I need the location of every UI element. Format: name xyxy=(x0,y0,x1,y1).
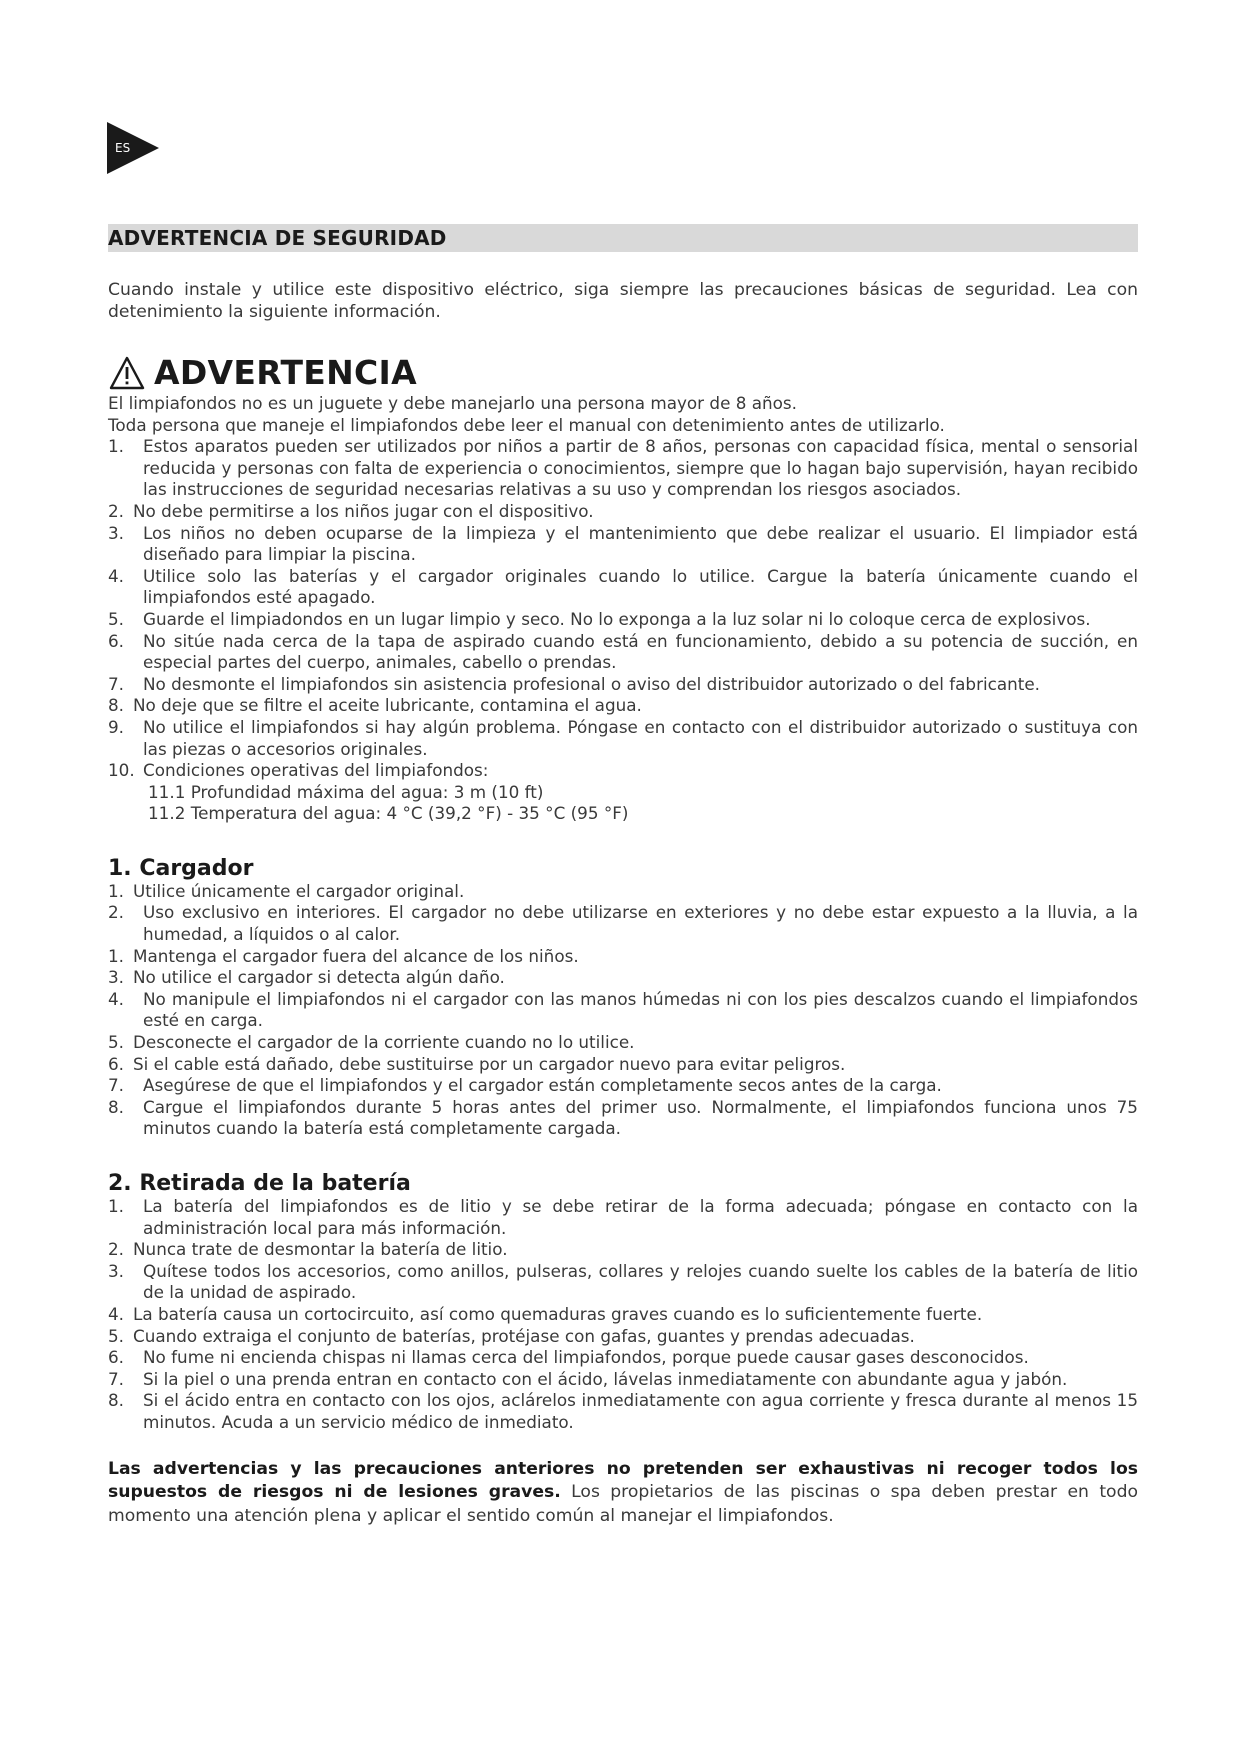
list-item xyxy=(108,1390,1138,1433)
item-text: Asegúrese de que el limpiafondos y el cargador están completamente secos antes de la carga. xyxy=(143,1075,942,1096)
item-number: 2. xyxy=(108,500,125,521)
item-text: Quítese todos los accesorios, como anillos, pulseras, collares y relojes cuando suelte los cables de la batería de litio de la unidad de aspirado. xyxy=(143,1260,1138,1303)
list-item xyxy=(108,1347,1138,1369)
sub-item: 11.2 Temperatura del agua: 4 °C (39,2 °F) - 35 °C (95 °F) xyxy=(148,803,629,824)
item-text: Guarde el limpiadondos en un lugar limpio y seco. No lo exponga a la luz solar ni lo coloque cerca de explosivos. xyxy=(143,608,1091,629)
item-text: Utilice únicamente el cargador original. xyxy=(133,880,465,901)
item-number: 8. xyxy=(108,1096,125,1117)
item-text: Cuando extraiga el conjunto de baterías, protéjase con gafas, guantes y prendas adecuadas. xyxy=(133,1325,915,1346)
item-number: 6. xyxy=(108,1347,125,1368)
item-text: Si el cable está dañado, debe sustituirse por un cargador nuevo para evitar peligros. xyxy=(133,1053,846,1074)
item-text: No utilice el cargador si detecta algún daño. xyxy=(133,967,505,988)
list-item xyxy=(108,1261,1138,1304)
warning-heading xyxy=(108,353,1138,393)
warning-line: El limpiafondos no es un juguete y debe manejarlo una persona mayor de 8 años. xyxy=(108,393,797,413)
warning-triangle-icon xyxy=(108,355,146,391)
list-item xyxy=(108,1097,1138,1140)
item-number: 6. xyxy=(108,630,125,651)
item-number: 5. xyxy=(108,1325,125,1346)
document-page xyxy=(108,224,1138,1528)
closing-normal-text: Los propietarios de las piscinas o spa deben prestar en todo momento una atención plena y aplicar el sentido común al manejar el limpiafondos. xyxy=(108,1482,1138,1526)
list-item xyxy=(108,1054,1138,1076)
item-number: 2. xyxy=(108,902,125,923)
item-number: 1. xyxy=(108,945,125,966)
warning-line: Toda persona que maneje el limpiafondos debe leer el manual con detenimiento antes de utilizarlo. xyxy=(108,414,945,435)
item-number: 5. xyxy=(108,608,125,629)
item-number: 10. xyxy=(108,760,135,781)
list-item xyxy=(108,760,1138,782)
item-text: Condiciones operativas del limpiafondos: xyxy=(143,760,489,781)
item-text: Si la piel o una prenda entran en contacto con el ácido, lávelas inmediatamente con abundante agua y jabón. xyxy=(143,1368,1068,1389)
item-number: 4. xyxy=(108,565,125,586)
warning-title: ADVERTENCIA xyxy=(154,353,417,392)
item-text: No desmonte el limpiafondos sin asistencia profesional o aviso del distribuidor autorizado o del fabricante. xyxy=(143,673,1041,694)
list-item xyxy=(108,989,1138,1032)
item-number: 4. xyxy=(108,988,125,1009)
item-number: 8. xyxy=(108,1390,125,1411)
list-item xyxy=(108,946,1138,968)
item-text: No deje que se filtre el aceite lubricante, contamina el agua. xyxy=(133,695,642,716)
item-number: 5. xyxy=(108,1032,125,1053)
item-text: No fume ni encienda chispas ni llamas cerca del limpiafondos, porque puede causar gases desconocidos. xyxy=(143,1347,1029,1368)
list-item xyxy=(108,501,1138,523)
list-item xyxy=(108,1369,1138,1391)
item-text: Uso exclusivo en interiores. El cargador no debe utilizarse en exteriores y no debe estar expuesto a la lluvia, a la humedad, a líquidos o al calor. xyxy=(143,902,1138,945)
item-text: Desconecte el cargador de la corriente cuando no lo utilice. xyxy=(133,1032,635,1053)
item-text: Mantenga el cargador fuera del alcance de los niños. xyxy=(133,945,579,966)
item-text: Los niños no deben ocuparse de la limpieza y el mantenimiento que debe realizar el usuario. El limpiador está diseñado para limpiar la piscina. xyxy=(143,522,1138,565)
charger-list xyxy=(108,881,1138,1140)
list-item xyxy=(108,1075,1138,1097)
list-item xyxy=(108,1326,1138,1348)
battery-list xyxy=(108,1196,1138,1434)
item-number: 3. xyxy=(108,1260,125,1281)
list-item xyxy=(108,1239,1138,1261)
list-item xyxy=(108,631,1138,674)
list-item xyxy=(108,695,1138,717)
list-item xyxy=(108,674,1138,696)
item-text: Nunca trate de desmontar la batería de litio. xyxy=(133,1239,508,1260)
item-text: No utilice el limpiafondos si hay algún problema. Póngase en contacto con el distribuidor autorizado o sustituya con las piezas o accesorios originales. xyxy=(143,716,1138,759)
closing-bold-text: Las advertencias y las precauciones anteriores no pretenden ser exhaustivas ni recoger todos los supuestos de riesgos ni de lesiones graves. xyxy=(108,1458,1138,1503)
list-item xyxy=(108,967,1138,989)
item-number: 2. xyxy=(108,1239,125,1260)
list-item xyxy=(108,566,1138,609)
battery-heading: 2. Retirada de la batería xyxy=(108,1171,411,1196)
sub-item: 11.1 Profundidad máxima del agua: 3 m (10 ft) xyxy=(148,781,544,802)
item-text: Estos aparatos pueden ser utilizados por niños a partir de 8 años, personas con capacidad física, mental o sensorial reducida y personas con falta de experiencia o conocimientos, siempre que lo hagan bajo supervisión, hayan recibido las instrucciones de seguridad necesarias relativas a su uso y comprendan los riesgos asociados. xyxy=(143,436,1138,500)
item-number: 4. xyxy=(108,1303,125,1324)
section-title: ADVERTENCIA DE SEGURIDAD xyxy=(108,224,1138,252)
warning-list xyxy=(108,436,1138,782)
item-number: 8. xyxy=(108,695,125,716)
item-text: No debe permitirse a los niños jugar con el dispositivo. xyxy=(133,500,594,521)
item-text: La batería del limpiafondos es de litio y se debe retirar de la forma adecuada; póngase en contacto con la administración local para más información. xyxy=(143,1196,1138,1238)
item-number: 3. xyxy=(108,522,125,543)
list-item xyxy=(108,523,1138,566)
item-text: Utilice solo las baterías y el cargador originales cuando lo utilice. Cargue la batería únicamente cuando el limpiafondos esté apagado. xyxy=(143,565,1138,608)
item-text: La batería causa un cortocircuito, así como quemaduras graves cuando es lo suficientemente fuerte. xyxy=(133,1303,983,1324)
list-item xyxy=(108,436,1138,501)
list-item xyxy=(108,881,1138,903)
list-item xyxy=(108,1304,1138,1326)
list-item xyxy=(108,1196,1138,1239)
list-item xyxy=(108,609,1138,631)
charger-heading: 1. Cargador xyxy=(108,855,254,881)
item-number: 1. xyxy=(108,1196,125,1216)
list-item xyxy=(108,1032,1138,1054)
item-number: 7. xyxy=(108,1368,125,1389)
closing-paragraph xyxy=(108,1458,1138,1529)
item-number: 6. xyxy=(108,1053,125,1074)
item-number: 3. xyxy=(108,967,125,988)
item-text: No manipule el limpiafondos ni el cargador con las manos húmedas ni con los pies descalzos cuando el limpiafondos esté en carga. xyxy=(143,988,1138,1031)
language-code: ES xyxy=(115,141,131,155)
list-item xyxy=(108,717,1138,760)
item-number: 1. xyxy=(108,880,125,901)
list-item xyxy=(108,902,1138,945)
item-text: Si el ácido entra en contacto con los ojos, aclárelos inmediatamente con agua corriente y fresca durante al menos 15 minutos. Acuda a un servicio médico de inmediato. xyxy=(143,1390,1138,1432)
item-number: 7. xyxy=(108,1075,125,1096)
item-number: 9. xyxy=(108,716,125,737)
item-text: No sitúe nada cerca de la tapa de aspirado cuando está en funcionamiento, debido a su potencia de succión, en especial partes del cuerpo, animales, cabello o prendas. xyxy=(143,630,1138,673)
intro-text: Cuando instale y utilice este dispositivo eléctrico, siga siempre las precauciones básicas de seguridad. Lea con detenimiento la siguiente información. xyxy=(108,280,1138,322)
item-number: 7. xyxy=(108,673,125,694)
item-number: 1. xyxy=(108,436,125,457)
item-text: Cargue el limpiafondos durante 5 horas antes del primer uso. Normalmente, el limpiafondos funciona unos 75 minutos cuando la batería está completamente cargada. xyxy=(143,1096,1138,1139)
